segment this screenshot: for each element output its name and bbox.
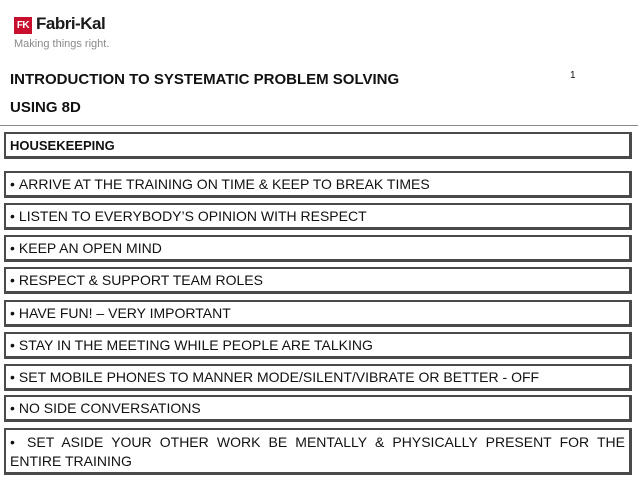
bullet: • bbox=[10, 369, 15, 385]
bullet: • bbox=[10, 337, 15, 353]
bullet: • bbox=[10, 434, 15, 450]
title-divider bbox=[0, 125, 638, 126]
rule-text: SET MOBILE PHONES TO MANNER MODE/SILENT/VIBRATE OR BETTER - OFF bbox=[18, 369, 540, 385]
rule-item bbox=[4, 203, 632, 230]
rule-text: KEEP AN OPEN MIND bbox=[18, 240, 162, 256]
rule-text: RESPECT & SUPPORT TEAM ROLES bbox=[18, 272, 263, 288]
bullet: • bbox=[10, 305, 15, 321]
rule-item bbox=[4, 332, 632, 359]
logo-tagline: Making things right. bbox=[14, 38, 110, 50]
page-title bbox=[10, 66, 399, 122]
fabri-kal-logo bbox=[14, 14, 144, 57]
rule-text: HAVE FUN! – VERY IMPORTANT bbox=[18, 305, 231, 321]
bullet: • bbox=[10, 240, 15, 256]
section-heading: HOUSEKEEPING bbox=[4, 132, 632, 159]
rule-item bbox=[4, 235, 632, 262]
rule-text: ARRIVE AT THE TRAINING ON TIME & KEEP TO BREAK TIMES bbox=[18, 176, 430, 192]
bullet: • bbox=[10, 208, 15, 224]
logo-mark: FK bbox=[14, 17, 32, 34]
rule-item bbox=[4, 300, 632, 327]
bullet: • bbox=[10, 176, 15, 192]
rule-item bbox=[4, 364, 632, 391]
bullet: • bbox=[10, 400, 15, 416]
title-line-1: INTRODUCTION TO SYSTEMATIC PROBLEM SOLVING bbox=[10, 71, 400, 88]
logo-name: Fabri-Kal bbox=[36, 14, 106, 33]
page-number: 1 bbox=[570, 70, 576, 81]
rule-text: SET ASIDE YOUR OTHER WORK BE MENTALLY & PHYSICALLY PRESENT FOR THE ENTIRE TRAINING bbox=[10, 434, 625, 469]
rule-item bbox=[4, 267, 632, 294]
rule-text: STAY IN THE MEETING WHILE PEOPLE ARE TALKING bbox=[18, 337, 373, 353]
rule-item bbox=[4, 395, 632, 422]
title-line-2: USING 8D bbox=[10, 99, 81, 116]
rule-item bbox=[4, 171, 632, 198]
bullet: • bbox=[10, 272, 15, 288]
rule-text: LISTEN TO EVERYBODY’S OPINION WITH RESPECT bbox=[18, 208, 367, 224]
rule-item bbox=[4, 428, 632, 475]
rule-text: NO SIDE CONVERSATIONS bbox=[18, 400, 201, 416]
